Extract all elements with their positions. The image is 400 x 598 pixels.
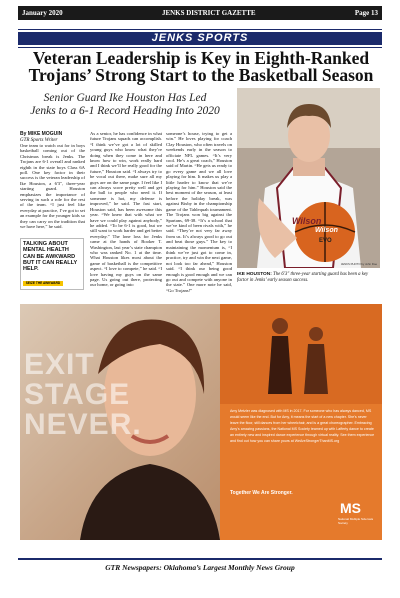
ms-society-ad[interactable] (20, 304, 382, 540)
photo-credit: JENKS PHOTO by John Doe (340, 262, 377, 266)
ms-ad-body: Amy Metzler was diagnosed with MS in 2017. For someone who has always danced, MS would seem like the end. But for Amy, it means the start of a new chapter. She’s never leave the floor, still dances from her wheelchair, and is a great choreographer. Embracing Amy’s amazing passions, the National MS Society teamed up with Lafferty dance to create an entirely new and inspired dance experience through virtual reality. See them experience and find out how you can share yours at WeAreStrongerThanMS.org (230, 409, 375, 443)
subhead: Senior Guard Ike Houston Has Led Jenks to a 6-1 Record Heading Into 2020 (30, 92, 220, 117)
photo-caption (237, 272, 380, 283)
caption-lead: IKE HOUSTON: (237, 272, 272, 277)
footer-banner: GTR Newspapers: Oklahoma’s Largest Monthly News Group (18, 563, 382, 572)
author: By MIKE MOGUIN (20, 131, 63, 137)
article-column-2: As a senior, he has confidence in what future Trojans squads can accomplish. “I think we’ve got a lot of skilled young guys who know what they’re doing when they come in here and know how to win, work really hard and I think we’ll be really good for the future,” Houston said. “I always try to be vocal out there, make sure all my guys are on the same page. I feel like I can always score pretty well and get the ball to people who need it. If someone is hot, my defense is improved,” he said. The fast start, Houston said, has been awesome this year. “We knew that with what we have we could play against anybody,” he added. “To be 6-1 is good, but we still want to work harder and get better everyday.” The lone loss for Jenks came at the hands of Booker T. Washington, last year’s state champion who was ranked No. 1 at the time. What Houston likes most about the game of basketball is the competitive aspect. “I love to compete,” he said. “I love having my guys on the same page. Us going out there, protecting our home, or going into (90, 131, 162, 288)
mental-health-ad-text: TALKING ABOUT MENTAL HEALTH CAN BE AWKWARD BUT IT CAN REALLY HELP. (23, 241, 78, 273)
jersey-text: Wilson (292, 216, 322, 226)
player-photo (237, 88, 380, 268)
dancers-illustration (220, 304, 382, 404)
ball-brand: Wilson (315, 227, 338, 234)
page-header-bar (18, 6, 382, 20)
headline: Veteran Leadership is Key in Eighth-Ranked Trojans’ Strong Start to the Basketball Season (28, 48, 374, 85)
paper-name: JENKS DISTRICT GAZETTE (161, 9, 256, 17)
ball-text: EVO (319, 238, 332, 244)
exit-stage-never-text: EXIT STAGE NEVER. (24, 348, 142, 441)
ms-tagline: Together We Are Stronger. (230, 490, 293, 496)
article-column-3: someone’s house, trying to get a win.” He loves playing for coach Clay Houston, who often travels on weekends early in the season to officiate NFL games. “It’s very cool. He’s a great coach,” Houston said of Martin. “He gets us ready to go every game and we all love playing for him. It makes us play a little harder to know that we’re playing for him.” Houston said the best moment of the season, at least before the holiday break, was against Bixby in the championship game of the Tahlequah tournament. The Trojans won big against the Spartans, 69-38. “It’s a school that we’ve kind of been rivals with,” he said. “They’re not very far away from us. It’s always good to go out and beat those guys.” The key to maintaining the momentum is, “I think we’ve just got to come in, practice, try and win the next game, not look too far ahead,” Houston said. “I think our being good enough is good enough and we can go out and compete with anyone in the state.” One more note he said, “Go Trojans!” (166, 131, 232, 293)
player-illustration (237, 88, 380, 268)
caption-text: The 6'3" three-year starting guard has been a key factor in Jenks’ early season success. (237, 272, 369, 283)
ms-org-name: National Multiple Sclerosis Society (338, 517, 374, 525)
ms-logo: MS (340, 500, 361, 516)
mental-health-ad[interactable] (20, 238, 84, 290)
section-banner: JENKS SPORTS (18, 32, 382, 45)
seize-the-awkward-bar: SEIZE THE AWKWARD (23, 281, 63, 286)
page-number: Page 13 (354, 9, 378, 17)
dancer-portrait (20, 304, 220, 540)
author-role: GTR Sports Writer (20, 138, 58, 143)
issue-date: January 2020 (22, 9, 63, 17)
article-column-1: One team to watch out for in boys basketball coming out of the Christmas break is Jenks. The Trojans are 6-1 overall and ranked eighth in the state boys Class 6A poll. One key factor in their success is the veteran leadership of Ike Houston, a 6'3", three-year starting guard. Houston emphasizes the importance of serving in such a role for the rest of the team. “I just feel like everyday at practice, I’ve got to set an example for the younger kids so they can carry on the tradition that we have here,” he said. (20, 143, 85, 230)
